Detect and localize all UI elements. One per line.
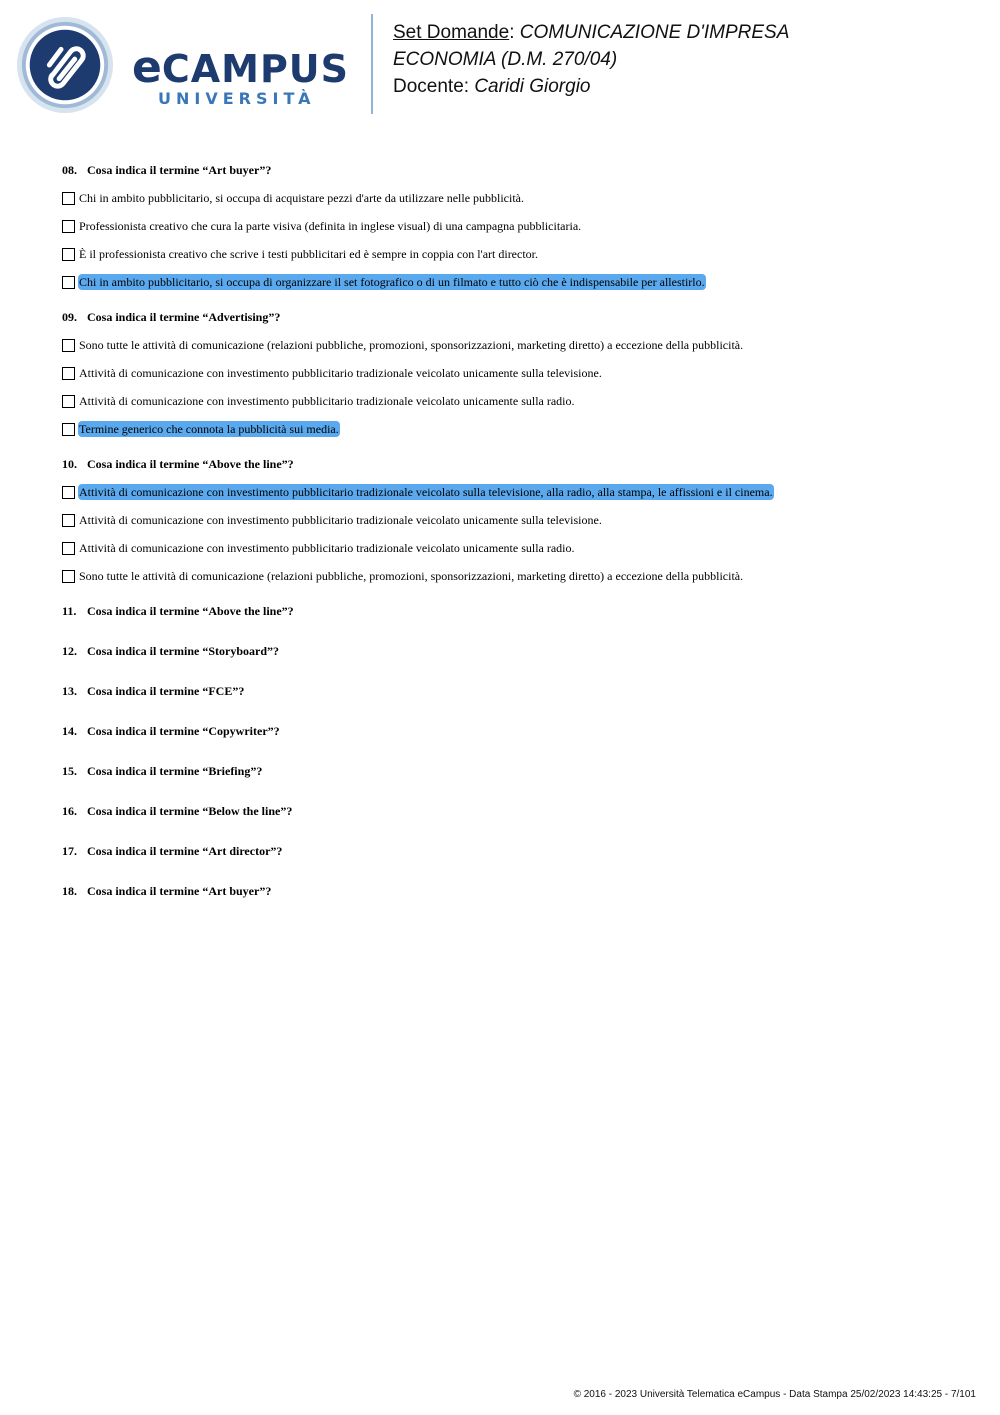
answer-option-text: Chi in ambito pubblicitario, si occupa di acquistare pezzi d'arte da utilizzare nelle pubblicità. [79, 191, 525, 205]
answer-option[interactable] [62, 484, 962, 500]
answer-option-text: Attività di comunicazione con investimento pubblicitario tradizionale veicolato unicamente sulla radio. [79, 394, 575, 408]
question-block [62, 683, 962, 699]
question-text: Cosa indica il termine “Art buyer”? [87, 163, 272, 177]
question-number: 08. [62, 163, 77, 177]
answer-option[interactable] [62, 190, 962, 206]
question-title [62, 883, 962, 899]
question-title [62, 162, 962, 178]
answer-option[interactable] [62, 246, 962, 262]
answer-option-text: Attività di comunicazione con investimento pubblicitario tradizionale veicolato unicamente sulla radio. [79, 541, 575, 555]
set-label: Set Domande [393, 22, 510, 43]
question-number: 12. [62, 644, 77, 658]
checkbox-icon[interactable] [62, 220, 75, 233]
page-header [0, 0, 1000, 130]
question-number: 16. [62, 804, 77, 818]
logo-subtitle: UNIVERSITÀ [158, 89, 316, 108]
answer-option-text-highlighted: Termine generico che connota la pubblicità sui media. [79, 422, 339, 436]
question-block [62, 763, 962, 779]
question-block [62, 803, 962, 819]
question-number: 14. [62, 724, 77, 738]
checkbox-icon[interactable] [62, 570, 75, 583]
checkbox-icon[interactable] [62, 276, 75, 289]
answer-option[interactable] [62, 421, 962, 437]
answer-option[interactable] [62, 218, 962, 234]
question-title [62, 803, 962, 819]
answer-option-text-highlighted: Attività di comunicazione con investimento pubblicitario tradizionale veicolato sulla televisione, alla radio, alla stampa, le affissioni e il cinema. [79, 485, 773, 499]
question-block [62, 723, 962, 739]
teacher-label: Docente: [393, 76, 470, 97]
question-title [62, 723, 962, 739]
answer-option[interactable] [62, 365, 962, 381]
page-footer: © 2016 - 2023 Università Telematica eCampus - Data Stampa 25/02/2023 14:43:25 - 7/101 [573, 1389, 976, 1400]
checkbox-icon[interactable] [62, 542, 75, 555]
question-text: Cosa indica il termine “FCE”? [87, 684, 245, 698]
question-title [62, 843, 962, 859]
answer-option[interactable] [62, 540, 962, 556]
answer-option-text: Professionista creativo che cura la parte visiva (definita in inglese visual) di una campagna pubblicitaria. [79, 219, 582, 233]
logo-wordmark: eCAMPUS [132, 42, 350, 93]
checkbox-icon[interactable] [62, 248, 75, 261]
answer-option[interactable] [62, 568, 962, 584]
question-block [62, 603, 962, 619]
checkbox-icon[interactable] [62, 367, 75, 380]
answer-option-text: È il professionista creativo che scrive i testi pubblicitari ed è sempre in coppia con l'art director. [79, 247, 539, 261]
question-number: 18. [62, 884, 77, 898]
question-text: Cosa indica il termine “Below the line”? [87, 804, 293, 818]
question-title [62, 683, 962, 699]
ecampus-seal-logo [16, 16, 114, 114]
question-number: 09. [62, 310, 77, 324]
question-title [62, 763, 962, 779]
answer-option-text: Sono tutte le attività di comunicazione (relazioni pubbliche, promozioni, sponsorizzazioni, marketing diretto) a eccezione della pubblicità. [79, 569, 744, 583]
question-block [62, 643, 962, 659]
checkbox-icon[interactable] [62, 514, 75, 527]
question-number: 15. [62, 764, 77, 778]
question-title [62, 456, 962, 472]
question-title [62, 643, 962, 659]
question-block [62, 883, 962, 899]
header-set-line: Set Domande: COMUNICAZIONE D'IMPRESA [393, 22, 790, 43]
header-teacher-line [393, 76, 590, 98]
question-number: 13. [62, 684, 77, 698]
answer-option[interactable] [62, 337, 962, 353]
question-text: Cosa indica il termine “Art director”? [87, 844, 283, 858]
question-text: Cosa indica il termine “Above the line”? [87, 604, 294, 618]
answer-option-text-highlighted: Chi in ambito pubblicitario, si occupa di organizzare il set fotografico o di un filmato e tutto ciò che è indispensabile per allestirlo. [79, 275, 705, 289]
question-number: 10. [62, 457, 77, 471]
course-title-line2: ECONOMIA (D.M. 270/04) [393, 49, 618, 70]
checkbox-icon[interactable] [62, 486, 75, 499]
question-block [62, 309, 962, 437]
answer-option-text: Attività di comunicazione con investimento pubblicitario tradizionale veicolato unicamente sulla televisione. [79, 366, 602, 380]
question-block [62, 456, 962, 584]
question-list [62, 162, 962, 923]
checkbox-icon[interactable] [62, 395, 75, 408]
teacher-name: Caridi Giorgio [474, 76, 591, 97]
checkbox-icon[interactable] [62, 192, 75, 205]
checkbox-icon[interactable] [62, 423, 75, 436]
answer-option[interactable] [62, 274, 962, 290]
answer-option-text: Sono tutte le attività di comunicazione (relazioni pubbliche, promozioni, sponsorizzazioni, marketing diretto) a eccezione della pubblicità. [79, 338, 744, 352]
question-text: Cosa indica il termine “Advertising”? [87, 310, 281, 324]
question-title [62, 603, 962, 619]
checkbox-icon[interactable] [62, 339, 75, 352]
question-number: 17. [62, 844, 77, 858]
answer-option[interactable] [62, 512, 962, 528]
question-number: 11. [62, 604, 77, 618]
question-block [62, 843, 962, 859]
question-text: Cosa indica il termine “Above the line”? [87, 457, 294, 471]
question-text: Cosa indica il termine “Storyboard”? [87, 644, 279, 658]
answer-option[interactable] [62, 393, 962, 409]
header-divider [371, 14, 373, 114]
question-title [62, 309, 962, 325]
question-block [62, 162, 962, 290]
answer-option-text: Attività di comunicazione con investimento pubblicitario tradizionale veicolato unicamente sulla televisione. [79, 513, 602, 527]
question-text: Cosa indica il termine “Briefing”? [87, 764, 263, 778]
question-text: Cosa indica il termine “Copywriter”? [87, 724, 280, 738]
question-text: Cosa indica il termine “Art buyer”? [87, 884, 272, 898]
course-title-line1: COMUNICAZIONE D'IMPRESA [519, 22, 790, 43]
